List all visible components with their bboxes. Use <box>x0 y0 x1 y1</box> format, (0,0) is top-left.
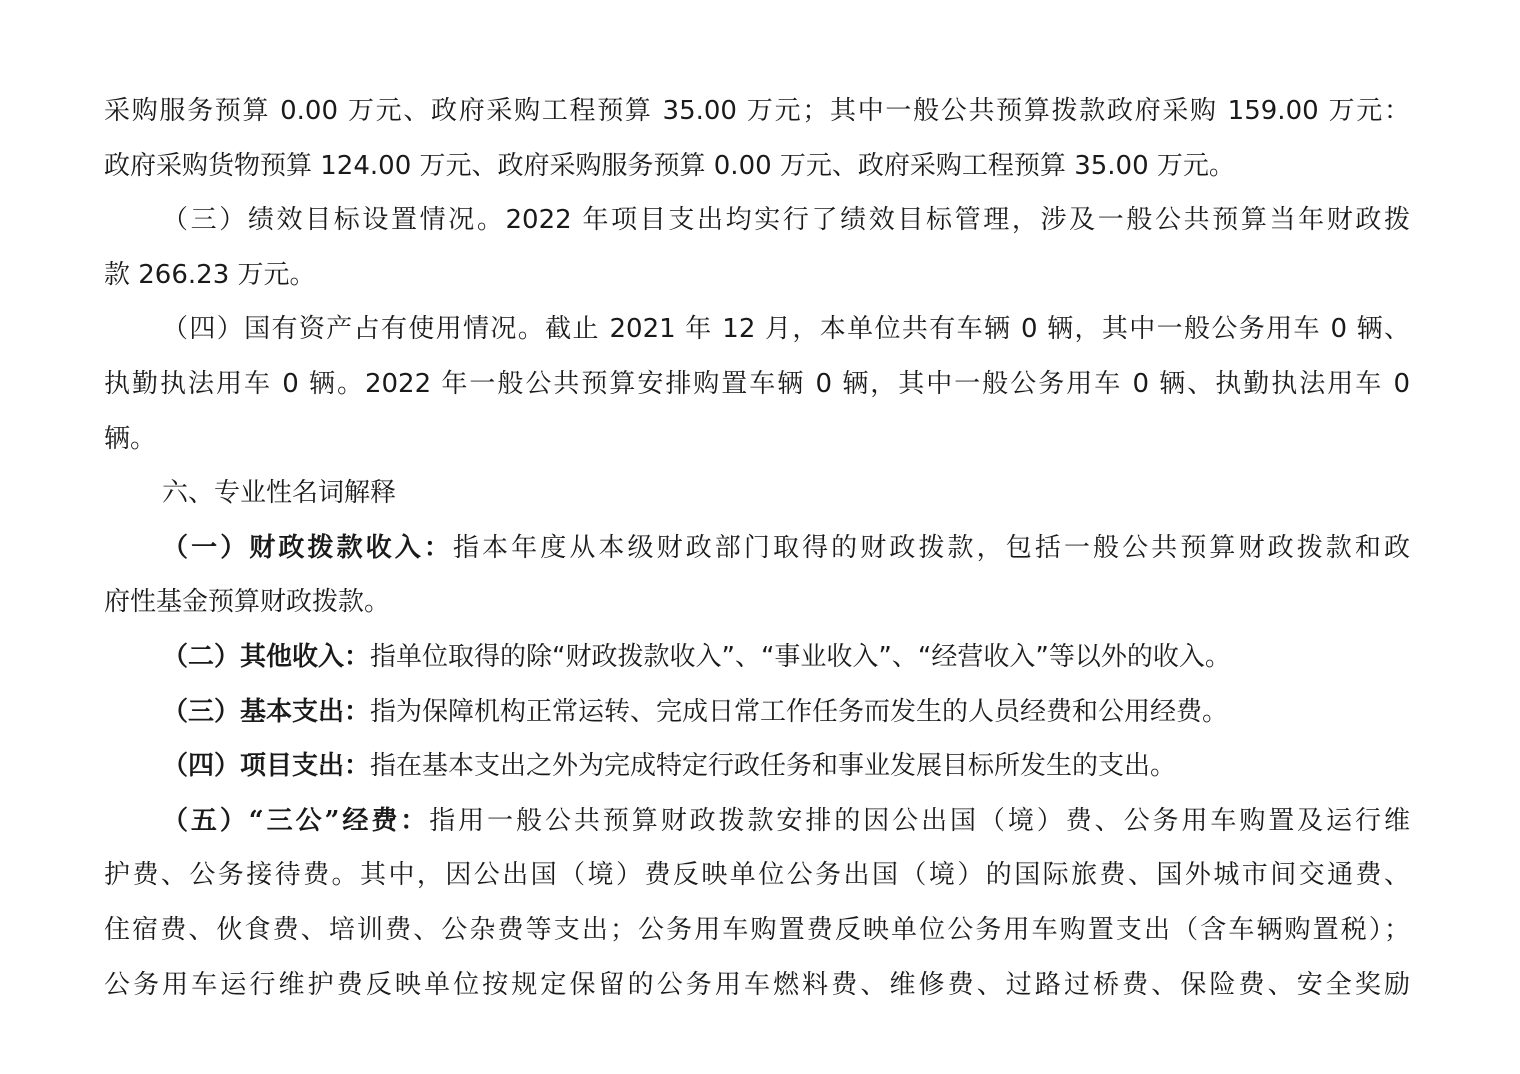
paragraph-line: （三）绩效目标设置情况。2022 年项目支出均实行了绩效目标管理，涉及一般公共预算当年财政拨 <box>162 205 1410 236</box>
definition-line: 住宿费、伙食费、培训费、公杂费等支出；公务用车购置费反映单位公务用车购置支出（含车辆购置税）； <box>104 914 1410 945</box>
definition-term: （五）“三公”经费： <box>162 805 430 836</box>
document-body <box>104 84 1410 1012</box>
definition-text: 指为保障机构正常运转、完成日常工作任务而发生的人员经费和公用经费。 <box>370 696 1229 727</box>
paragraph-line: 采购服务预算 0.00 万元、政府采购工程预算 35.00 万元；其中一般公共预算拨款政府采购 159.00 万元： <box>104 96 1410 126</box>
definition-line: 护费、公务接待费。其中，因公出国（境）费反映单位公务出国（境）的国际旅费、国外城市间交通费、 <box>104 860 1410 891</box>
definition-line: 公务用车运行维护费反映单位按规定保留的公务用车燃料费、维修费、过路过桥费、保险费、安全奖励 <box>104 969 1410 1000</box>
paragraph-line: 款 266.23 万元。 <box>104 259 316 290</box>
paragraph-line: 辆。 <box>104 423 157 454</box>
definition-line <box>104 521 1410 576</box>
definition-term: （二）其他收入： <box>162 641 371 672</box>
definition-text: 指用一般公共预算财政拨款安排的因公出国（境）费、公务用车购置及运行维 <box>429 805 1410 836</box>
definition-term: （三）基本支出： <box>162 696 371 727</box>
definition-text: 指在基本支出之外为完成特定行政任务和事业发展目标所发生的支出。 <box>370 751 1177 782</box>
paragraph-line: （四）国有资产占有使用情况。截止 2021 年 12 月，本单位共有车辆 0 辆，其中一般公务用车 0 辆、 <box>162 314 1410 345</box>
definition-text: 指本年度从本级财政部门取得的财政拨款，包括一般公共预算财政拨款和政 <box>452 532 1410 563</box>
section-heading: 六、专业性名词解释 <box>162 478 397 509</box>
definition-text: 指单位取得的除“财政拨款收入”、“事业收入”、“经营收入”等以外的收入。 <box>370 641 1231 672</box>
definition-line <box>104 630 1410 685</box>
definition-line <box>104 739 1410 794</box>
paragraph-line: 政府采购货物预算 124.00 万元、政府采购服务预算 0.00 万元、政府采购工程预算 35.00 万元。 <box>104 150 1235 181</box>
definition-line <box>104 794 1410 849</box>
definition-line <box>104 685 1410 740</box>
definition-line: 府性基金预算财政拨款。 <box>104 587 391 618</box>
definition-term: （四）项目支出： <box>162 751 371 782</box>
paragraph-line: 执勤执法用车 0 辆。2022 年一般公共预算安排购置车辆 0 辆，其中一般公务用车 0 辆、执勤执法用车 0 <box>104 368 1410 399</box>
definition-term: （一）财政拨款收入： <box>162 532 453 563</box>
